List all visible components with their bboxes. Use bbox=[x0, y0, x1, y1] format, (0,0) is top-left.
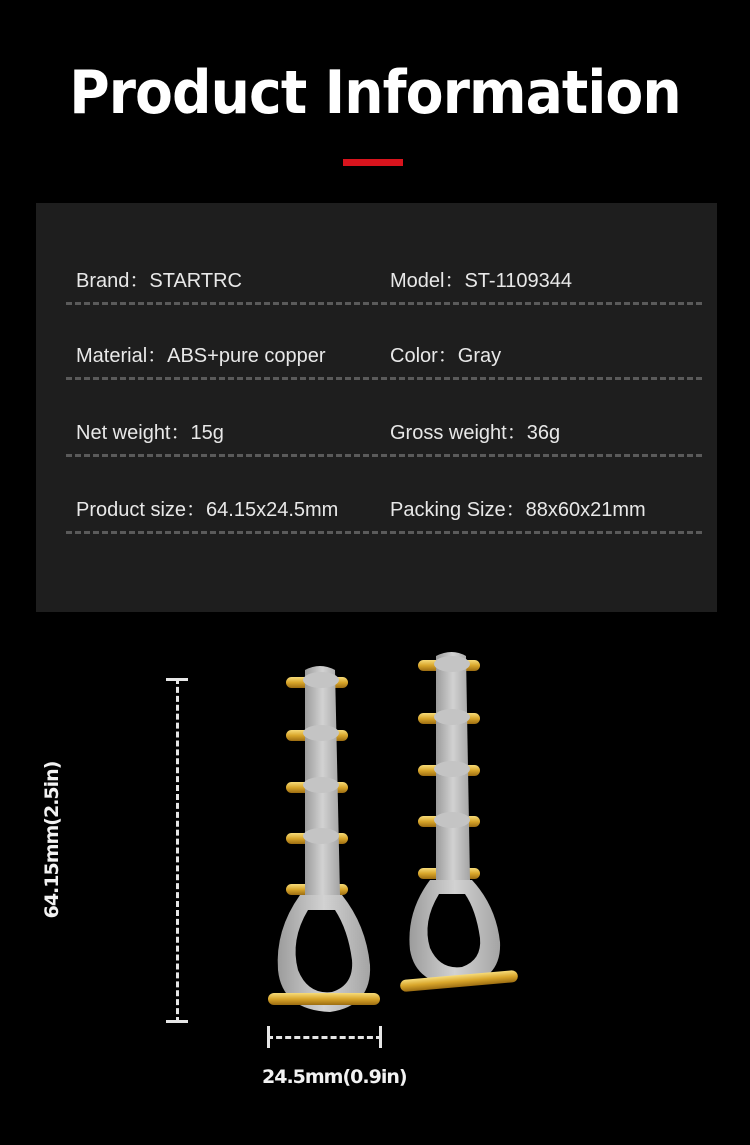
spec-packing-size: Packing Size：88x60x21mm bbox=[390, 499, 646, 521]
height-dimension-label: 64.15mm(2.5in) bbox=[41, 761, 63, 919]
antenna-right bbox=[400, 652, 519, 992]
spec-material: Material：ABS+pure copper bbox=[76, 345, 326, 367]
spec-row bbox=[66, 414, 702, 457]
spec-panel bbox=[36, 203, 717, 612]
spec-product-size: Product size：64.15x24.5mm bbox=[76, 499, 339, 521]
spec-brand: Brand：STARTRC bbox=[76, 270, 242, 292]
spec-model: Model：ST-1109344 bbox=[390, 270, 572, 292]
spec-gross-weight: Gross weight：36g bbox=[390, 422, 561, 444]
spec-row bbox=[66, 262, 702, 305]
spec-row bbox=[66, 491, 702, 534]
page-title: Product Information bbox=[69, 58, 681, 128]
spec-net-weight: Net weight：15g bbox=[76, 422, 224, 444]
spec-color: Color：Gray bbox=[390, 345, 502, 367]
antenna-left bbox=[268, 666, 380, 1012]
width-dimension-label: 24.5mm(0.9in) bbox=[262, 1066, 407, 1088]
yagi-antenna-booster-pair-icon bbox=[160, 640, 560, 1110]
title-accent-bar bbox=[343, 159, 403, 166]
spec-row bbox=[66, 337, 702, 380]
